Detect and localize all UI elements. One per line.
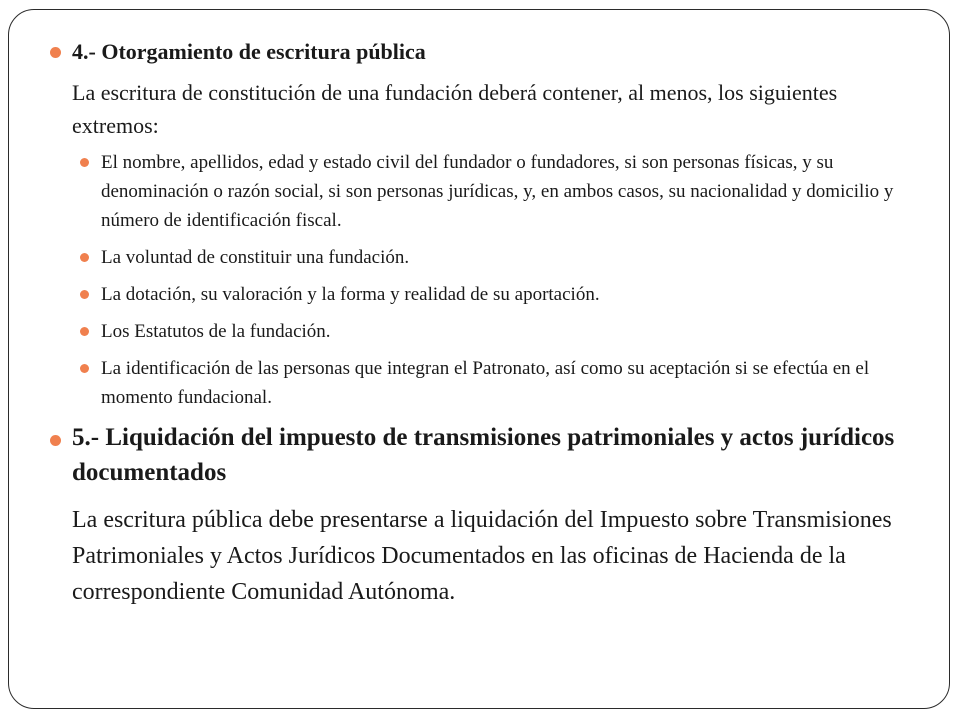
bullet-dot-icon [80, 290, 89, 299]
bullet-dot-icon [50, 47, 61, 58]
list-item [80, 148, 920, 235]
section-4-intro: La escritura de constitución de una fundación deberá contener, al menos, los siguientes extremos: [72, 80, 838, 138]
bullet-dot-icon [50, 435, 61, 446]
section-5-heading: 5.- Liquidación del impuesto de transmisiones patrimoniales y actos jurídicos documentados [72, 424, 895, 486]
list-item-text: Los Estatutos de la fundación. [101, 321, 331, 342]
requirements-list [80, 148, 920, 412]
slide-content [50, 36, 920, 610]
list-item [80, 354, 920, 412]
list-item [80, 317, 920, 346]
section-4 [50, 36, 920, 412]
bullet-dot-icon [80, 253, 89, 262]
list-item [80, 280, 920, 309]
list-item [80, 243, 920, 272]
section-5-body: La escritura pública debe presentarse a liquidación del Impuesto sobre Transmisiones Patrimoniales y Actos Jurídicos Documentados en las oficinas de Hacienda de la correspondiente Comunidad Autónoma. [72, 507, 892, 605]
section-5 [50, 420, 920, 610]
bullet-dot-icon [80, 158, 89, 167]
bullet-dot-icon [80, 327, 89, 336]
list-item-text: La voluntad de constituir una fundación. [101, 247, 410, 268]
list-item-text: El nombre, apellidos, edad y estado civil del fundador o fundadores, si son personas físicas, y su denominación o razón social, si son personas jurídicas, y, en ambos casos, su nacionalidad y domicilio y número de identificación fiscal. [101, 152, 894, 231]
list-item-text: La identificación de las personas que integran el Patronato, así como su aceptación si se efectúa en el momento fundacional. [101, 358, 870, 408]
list-item-text: La dotación, su valoración y la forma y realidad de su aportación. [101, 284, 600, 305]
bullet-dot-icon [80, 364, 89, 373]
section-4-heading: 4.- Otorgamiento de escritura pública [72, 39, 426, 64]
